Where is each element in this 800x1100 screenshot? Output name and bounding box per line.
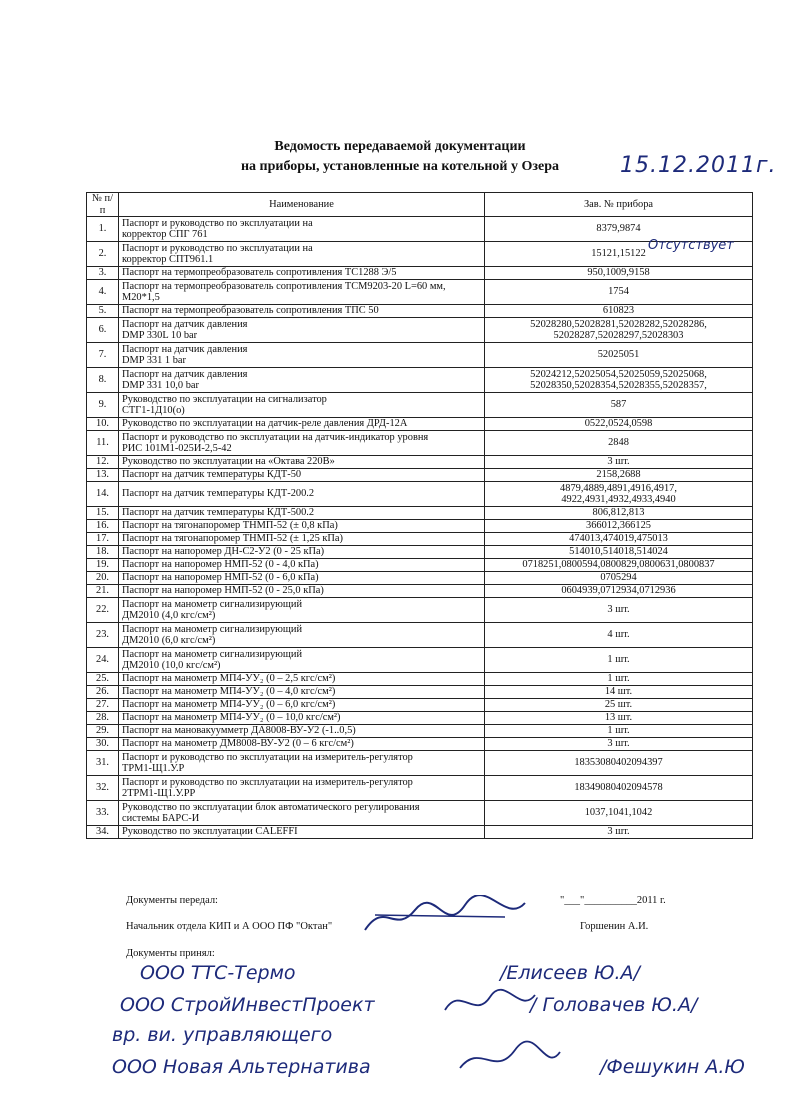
row-number: 16. [87,520,119,533]
row-name-line: ТРМ1-Щ1.У.Р [122,763,185,774]
row-number: 25. [87,673,119,686]
row-number: 9. [87,393,119,418]
table-row [87,585,753,598]
row-serial [485,598,753,623]
row-name [119,725,485,738]
row-name-line: Паспорт на термопреобразователь сопротивления ТС1288 Э/5 [122,267,397,279]
row-number: 3. [87,267,119,280]
table-row [87,343,753,368]
table-row [87,280,753,305]
row-name-line: Руководство по эксплуатации CALEFFI [122,826,298,838]
row2-handwritten-note: Отсутствует [648,238,734,253]
row-serial-line: 0705294 [600,572,637,584]
row-serial [485,738,753,751]
row-name [119,520,485,533]
row-number: 29. [87,725,119,738]
row-number: 7. [87,343,119,368]
receiver-org-3: вр. ви. управляющего [112,1024,333,1046]
row-name-line: DMP 330L 10 bar [122,330,198,341]
table-row [87,520,753,533]
row-number: 19. [87,559,119,572]
row-name-line: Паспорт на датчик температуры КДТ-500.2 [122,507,315,519]
handwritten-date: 15.12.2011г. [620,153,777,178]
row-serial-line: 8379,9874 [596,223,641,235]
row-serial-line: 587 [610,399,627,411]
row-name-line: системы БАРС-И [122,813,200,824]
row-serial [485,673,753,686]
row-serial [485,482,753,507]
row-serial-line: 474013,474019,475013 [569,533,668,545]
row-serial [485,368,753,393]
row-serial [485,305,753,318]
transferrer-signature [355,895,535,945]
row-serial [485,393,753,418]
row-number: 4. [87,280,119,305]
row-serial-line: 806,812,813 [592,507,645,519]
row-name-line: Паспорт на датчик давления [122,318,248,330]
row-name-line: корректор СПГ 761 [122,229,208,240]
row-name-line: Паспорт на термопреобразователь сопротивления ТСМ9203-20 L=60 мм, [122,280,446,292]
transferrer-position: Начальник отдела КИП и А ООО ПФ "Октан" [126,921,333,932]
receiver-name-1: /Елисеев Ю.А/ [500,962,640,984]
transfer-date-line: "___"__________2011 г. [560,895,666,906]
row-name-line: Паспорт на манометр ДМ8008-ВУ-У2 (0 – 6 кгс/см²) [122,738,354,750]
row-number: 17. [87,533,119,546]
row-name-line: Паспорт на датчик температуры КДТ-200.2 [122,488,315,500]
row-serial [485,431,753,456]
table-row [87,318,753,343]
table-row [87,686,753,699]
row-name [119,343,485,368]
row-name-line: Паспорт и руководство по эксплуатации на датчик-индикатор уровня [122,431,429,443]
row-serial [485,585,753,598]
table-row [87,559,753,572]
receiver-org-1: ООО ТТС-Термо [140,962,296,984]
row-number: 22. [87,598,119,623]
row-serial [485,267,753,280]
row-name-line: Паспорт на манометр МП4-УУ₂ (0 – 2,5 кгс/см²) [122,673,336,685]
table-row [87,305,753,318]
table-row [87,368,753,393]
row-name-line: Паспорт на тягонапоромер ТНМП-52 (± 1,25 кПа) [122,533,344,545]
row-serial [485,456,753,469]
row-name-line: Паспорт на датчик давления [122,343,248,355]
row-serial [485,623,753,648]
table-row [87,507,753,520]
row-serial-line: 3 шт. [607,738,630,750]
row-name [119,572,485,585]
row-serial [485,751,753,776]
row-serial-line: 18349080402094578 [574,782,663,794]
row-name [119,699,485,712]
row-serial [485,280,753,305]
row-name-line: Паспорт на манометр сигнализирующий [122,623,303,635]
row-serial [485,559,753,572]
row-name-line: Паспорт на манометр МП4-УУ₂ (0 – 6,0 кгс/см²) [122,699,336,711]
row-name [119,751,485,776]
row-serial [485,533,753,546]
row-number: 32. [87,776,119,801]
row-serial-line: 52028287,52028297,52028303 [553,330,684,341]
row-number: 23. [87,623,119,648]
row-serial-line: 2848 [608,437,629,449]
row-serial [485,712,753,725]
table-row [87,598,753,623]
title-line-2: на приборы, установленные на котельной у Озера [240,159,560,174]
row-serial [485,572,753,585]
row-serial-line: 13 шт. [604,712,633,724]
row-serial [485,343,753,368]
row-serial-line: 18353080402094397 [574,757,663,769]
row-number: 2. [87,242,119,267]
receiver-name-4: /Фешукин А.Ю [600,1056,745,1078]
row-name [119,776,485,801]
header-name: Наименование [119,193,485,217]
row-number: 15. [87,507,119,520]
row-number: 14. [87,482,119,507]
row-number: 21. [87,585,119,598]
row-name-line: Паспорт на напоромер НМП-52 (0 - 4,0 кПа) [122,559,319,571]
row-name-line: корректор СПТ961.1 [122,254,214,265]
row-serial-line: 514010,514018,514024 [569,546,668,558]
table-row [87,776,753,801]
table-row [87,546,753,559]
row-name-line: Руководство по эксплуатации на сигнализатор [122,393,327,405]
row-serial-line: 4879,4889,4891,4916,4917, [560,482,677,494]
table-row [87,673,753,686]
row-serial-line: 52028350,52028354,52028355,52028357, [530,380,707,391]
row-number: 33. [87,801,119,826]
row-serial [485,699,753,712]
table-row [87,469,753,482]
table-row [87,267,753,280]
row-serial [485,507,753,520]
row-serial-line: 25 шт. [604,699,633,711]
row-number: 27. [87,699,119,712]
table-row [87,393,753,418]
documents-table [86,192,753,839]
row-name-line: ДМ2010 (4,0 кгс/см²) [122,610,216,621]
row-serial-line: 950,1009,9158 [587,267,650,279]
table-row [87,712,753,725]
row-serial-line: 2158,2688 [596,469,641,481]
row-number: 24. [87,648,119,673]
row-name [119,469,485,482]
header-serial: Зав. № прибора [485,193,753,217]
row-name [119,598,485,623]
received-label: Документы принял: [126,948,215,959]
row-name [119,418,485,431]
table-row [87,725,753,738]
row-serial-line: 1 шт. [607,673,630,685]
transferred-label: Документы передал: [126,895,218,906]
row-serial-line: 4 шт. [607,629,630,641]
row-serial [485,776,753,801]
row-name [119,507,485,520]
row-serial-line: 52028280,52028281,52028282,52028286, [530,318,707,330]
table-row [87,648,753,673]
row-name [119,431,485,456]
row-number: 26. [87,686,119,699]
row-serial [485,318,753,343]
receiver-org-4: ООО Новая Альтернатива [112,1056,371,1078]
row-name-line: Паспорт на манометр сигнализирующий [122,598,303,610]
row-number: 8. [87,368,119,393]
row-name-line: Руководство по эксплуатации блок автоматического регулирования [122,801,420,813]
row-name [119,738,485,751]
row-serial-line: 1037,1041,1042 [584,807,653,819]
row-number: 18. [87,546,119,559]
row-name-line: Паспорт и руководство по эксплуатации на [122,217,313,229]
table-row [87,801,753,826]
row-name [119,482,485,507]
row-name [119,318,485,343]
row-number: 10. [87,418,119,431]
row-name [119,280,485,305]
row-serial [485,686,753,699]
table-row [87,533,753,546]
table-row [87,738,753,751]
row-name-line: Паспорт на тягонапоромер ТНМП-52 (± 0,8 кПа) [122,520,338,532]
row-name [119,585,485,598]
row-serial-line: 366012,366125 [586,520,651,532]
row-serial-line: 0718251,0800594,0800829,0800631,0800837 [522,559,715,571]
table-row [87,456,753,469]
row-serial [485,801,753,826]
row-number: 1. [87,217,119,242]
row-name [119,712,485,725]
receiver-org-2: ООО СтройИнвестПроект [120,994,375,1016]
row-name [119,801,485,826]
row-number: 12. [87,456,119,469]
row-name-line: Руководство по эксплуатации на датчик-реле давления ДРД-12А [122,418,408,430]
row-number: 31. [87,751,119,776]
row-serial [485,418,753,431]
row-name [119,305,485,318]
row-name [119,826,485,839]
row-serial [485,469,753,482]
table-row [87,431,753,456]
row-serial-line: 1 шт. [607,725,630,737]
row-name [119,648,485,673]
row-name-line: Паспорт на напоромер ДН-С2-У2 (0 - 25 кПа) [122,546,325,558]
row-name-line: Паспорт и руководство по эксплуатации на измеритель-регулятор [122,751,413,763]
row-name [119,393,485,418]
table-row [87,751,753,776]
row-name-line: Паспорт на манометр МП4-УУ₂ (0 – 4,0 кгс/см²) [122,686,336,698]
row-serial-line: 3 шт. [607,826,630,838]
row-serial [485,725,753,738]
row-name-line: Руководство по эксплуатации на «Октава 220В» [122,456,335,468]
row-serial-line: 3 шт. [607,456,630,468]
row-number: 11. [87,431,119,456]
row-name-line: СТГ1-1Д10(о) [122,405,185,416]
row-serial-line: 0522,0524,0598 [584,418,653,430]
row-name-line: Паспорт и руководство по эксплуатации на измеритель-регулятор [122,776,413,788]
row-name-line: DMP 331 10,0 bar [122,380,199,391]
row-name [119,242,485,267]
row-number: 6. [87,318,119,343]
row-name [119,217,485,242]
row-name [119,686,485,699]
row-name-line: DMP 331 1 bar [122,355,186,366]
row-serial-line: 14 шт. [604,686,633,698]
table-row [87,623,753,648]
row-name [119,267,485,280]
receiver-signature-2 [440,985,540,1025]
row-number: 34. [87,826,119,839]
row-number: 5. [87,305,119,318]
row-name [119,368,485,393]
row-name-line: М20*1,5 [122,292,160,303]
row-name-line: Паспорт на датчик давления [122,368,248,380]
row-name-line: Паспорт на термопреобразователь сопротивления ТПС 50 [122,305,379,317]
title-line-1: Ведомость передаваемой документации [274,139,526,154]
row-name-line: Паспорт на мановакуумметр ДА8008-ВУ-У2 (-1..0,5) [122,725,356,737]
table-row [87,418,753,431]
table-row [87,572,753,585]
row-serial-line: 52025051 [597,349,640,361]
table-row [87,482,753,507]
row-serial-line: 4922,4931,4932,4933,4940 [561,494,676,505]
row-name [119,533,485,546]
row-name-line: Паспорт на манометр сигнализирующий [122,648,303,660]
table-row [87,699,753,712]
row-serial-line: 1754 [608,286,629,298]
row-serial-line: 0604939,0712934,0712936 [561,585,676,597]
row-name-line: Паспорт и руководство по эксплуатации на [122,242,313,254]
row-name-line: РИС 101М1-025И-2,5-42 [122,443,232,454]
row-serial-line: 15121,15122 [591,248,646,260]
row-serial [485,648,753,673]
row-serial [485,826,753,839]
header-num: № п/п [87,193,119,217]
row-number: 20. [87,572,119,585]
row-name [119,546,485,559]
row-name-line: Паспорт на напоромер НМП-52 (0 - 25,0 кПа) [122,585,324,597]
row-name-line: Паспорт на датчик температуры КДТ-50 [122,469,302,481]
transferrer-name: Горшенин А.И. [580,921,649,932]
row-name [119,673,485,686]
row-name-line: ДМ2010 (10,0 кгс/см²) [122,660,221,671]
row-name [119,559,485,572]
row-serial [485,520,753,533]
receiver-name-2: / Головачев Ю.А/ [530,994,698,1016]
table-row [87,826,753,839]
row-serial-line: 52024212,52025054,52025059,52025068, [530,368,707,380]
row-number: 13. [87,469,119,482]
row-name-line: 2ТРМ1-Щ1.У.РР [122,788,196,799]
receiver-signature-4 [455,1040,565,1080]
row-number: 30. [87,738,119,751]
row-name [119,623,485,648]
row-name-line: Паспорт на напоромер НМП-52 (0 - 6,0 кПа) [122,572,319,584]
row-number: 28. [87,712,119,725]
row-name-line: Паспорт на манометр МП4-УУ₂ (0 – 10,0 кгс/см²) [122,712,341,724]
row-name-line: ДМ2010 (6,0 кгс/см²) [122,635,216,646]
row-serial-line: 1 шт. [607,654,630,666]
row-serial-line: 610823 [602,305,635,317]
row-serial-line: 3 шт. [607,604,630,616]
row-name [119,456,485,469]
row-serial [485,546,753,559]
